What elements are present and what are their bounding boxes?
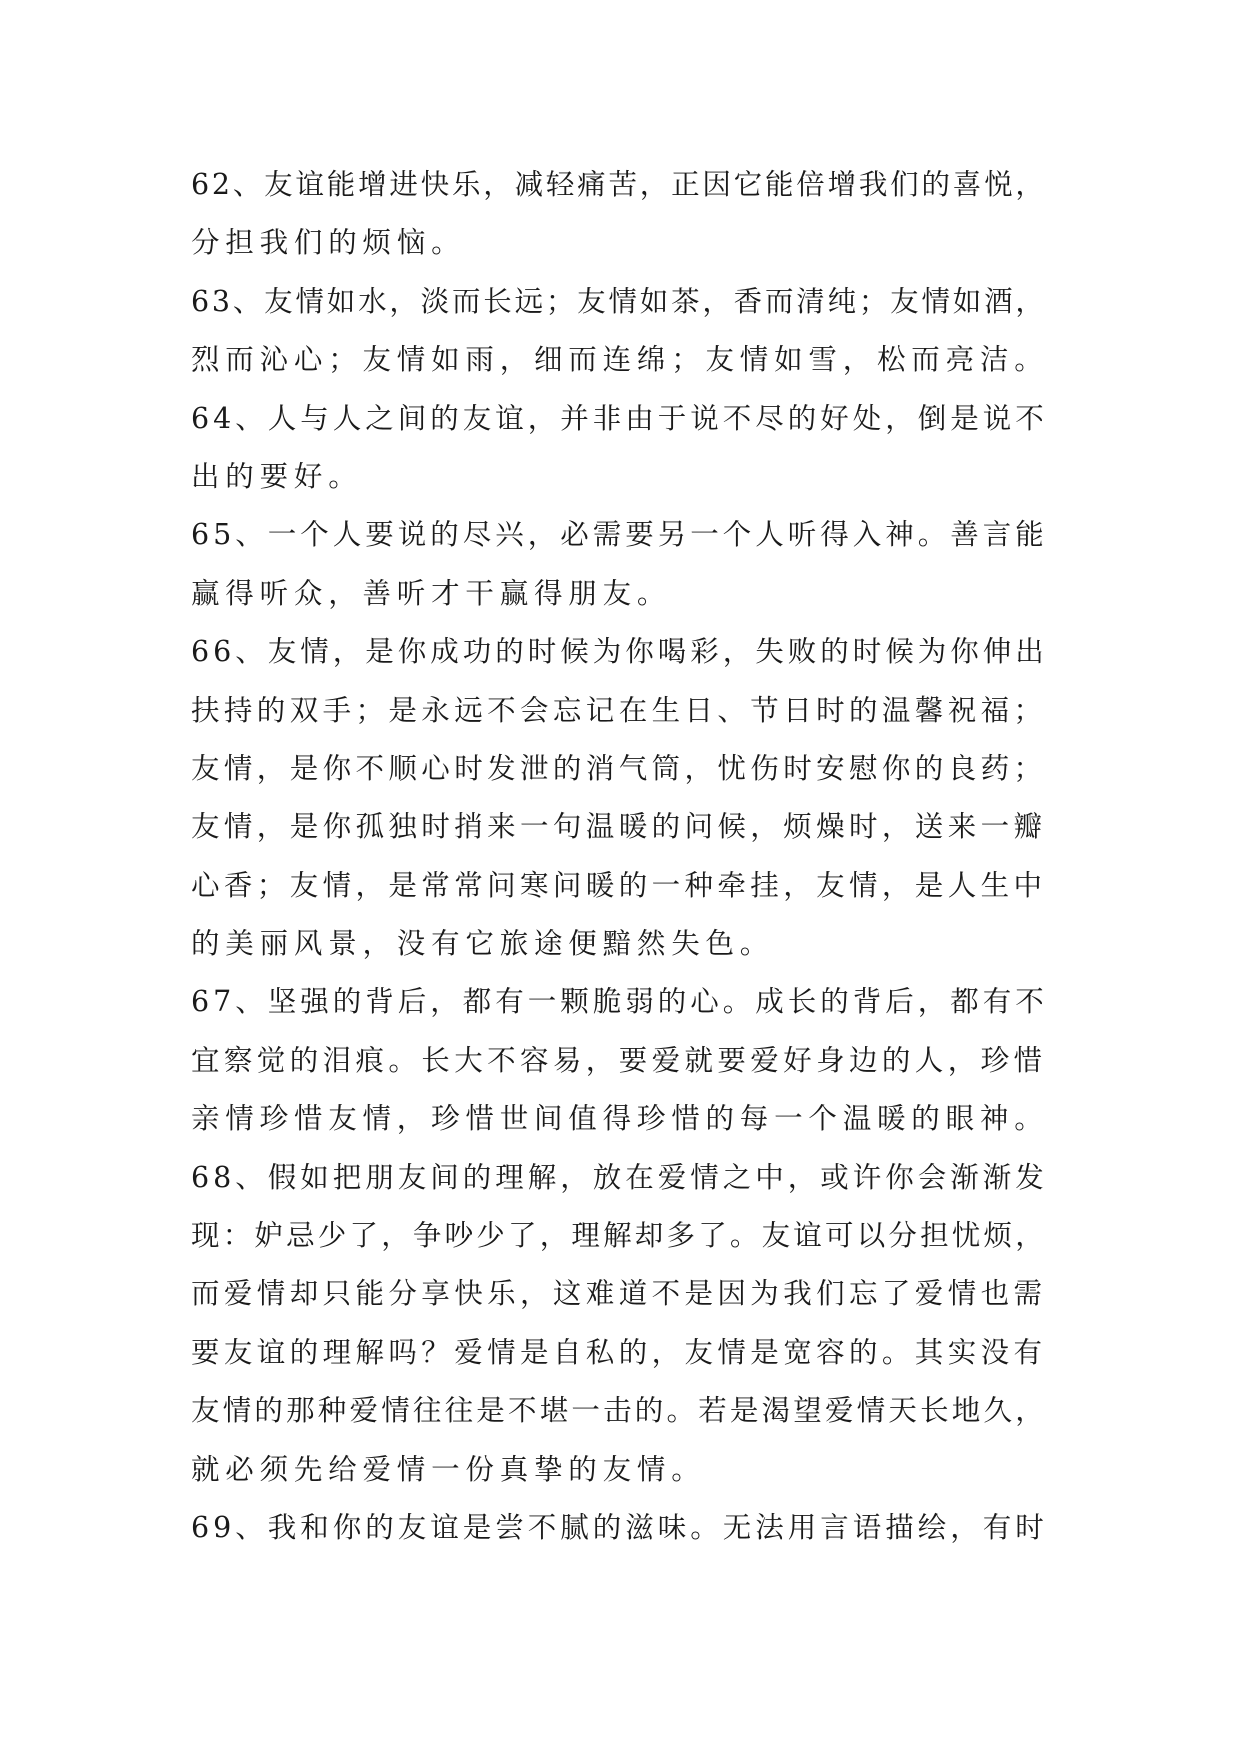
- text-line: 67、坚强的背后，都有一颗脆弱的心。成长的背后，都有不: [191, 985, 1048, 1019]
- text-line: 64、人与人之间的友谊，并非由于说不尽的好处，倒是说不: [191, 401, 1048, 435]
- text-line: 65、一个人要说的尽兴，必需要另一个人听得入神。善言能: [191, 518, 1048, 552]
- text-line: 66、友情，是你成功的时候为你喝彩，失败的时候为你伸出: [191, 635, 1048, 669]
- document-body: [191, 156, 1051, 1557]
- text-line: 心香；友情，是常常问寒问暖的一种牵挂，友情，是人生中: [191, 868, 1047, 902]
- text-line: 分担我们的烦恼。: [191, 226, 466, 260]
- text-line: 69、我和你的友谊是尝不腻的滋味。无法用言语描绘，有时: [191, 1510, 1048, 1544]
- text-line: 出的要好。: [191, 459, 363, 493]
- text-line: 现：妒忌少了，争吵少了，理解却多了。友谊可以分担忧烦，: [191, 1219, 1047, 1253]
- text-line: 的美丽风景，没有它旅途便黯然失色。: [191, 927, 775, 961]
- text-line: 68、假如把朋友间的理解，放在爱情之中，或许你会渐渐发: [191, 1160, 1048, 1194]
- text-line: 要友谊的理解吗？爱情是自私的，友情是宽容的。其实没有: [191, 1335, 1047, 1369]
- text-line: 友情，是你不顺心时发泄的消气筒，忧伤时安慰你的良药；: [191, 751, 1047, 785]
- text-line: 62、友谊能增进快乐，减轻痛苦，正因它能倍增我们的喜悦，: [191, 168, 1047, 201]
- text-line: 就必须先给爱情一份真挚的友情。: [191, 1452, 706, 1486]
- text-line: 烈而沁心；友情如雨，细而连绵；友情如雪，松而亮洁。: [191, 343, 1049, 377]
- text-line: 扶持的双手；是永远不会忘记在生日、节日时的温馨祝福；: [191, 693, 1047, 727]
- text-line: 而爱情却只能分享快乐，这难道不是因为我们忘了爱情也需: [191, 1277, 1047, 1311]
- text-line: 亲情珍惜友情，珍惜世间值得珍惜的每一个温暖的眼神。: [191, 1102, 1049, 1136]
- text-line: 宜察觉的泪痕。长大不容易，要爱就要爱好身边的人，珍惜: [191, 1043, 1047, 1077]
- text-line: 63、友情如水，淡而长远；友情如茶，香而清纯；友情如酒，: [191, 284, 1047, 318]
- text-line: 赢得听众，善听才干赢得朋友。: [191, 576, 672, 610]
- text-line: 友情的那种爱情往往是不堪一击的。若是渴望爱情天长地久，: [191, 1394, 1047, 1428]
- text-line: 友情，是你孤独时捎来一句温暖的问候，烦燥时，送来一瓣: [191, 810, 1047, 844]
